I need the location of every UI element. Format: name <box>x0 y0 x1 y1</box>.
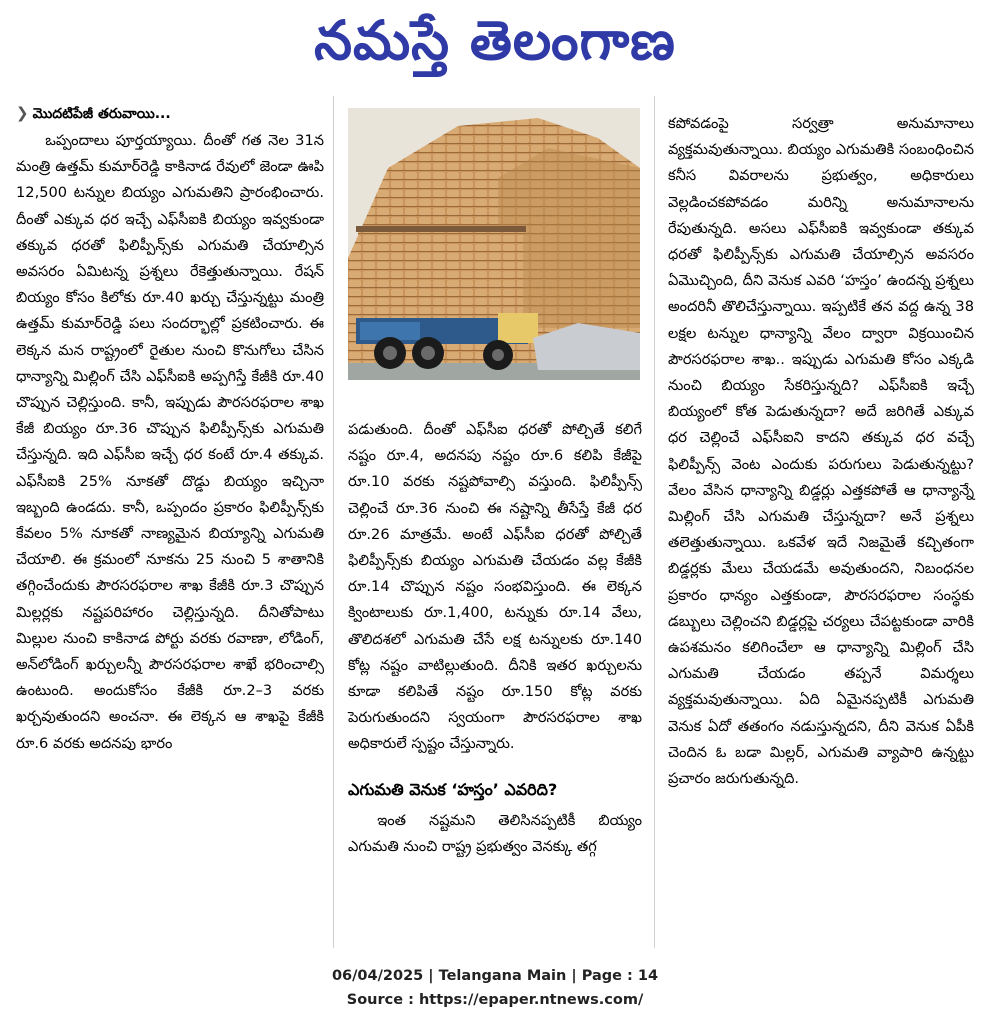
paragraph: ఇంత నష్టమని తెలిసినప్పటికీ బియ్యం ఎగుమతి నుంచి రాష్ట్ర ప్రభుత్వం వెనక్కు తగ్గ <box>348 811 642 855</box>
kicker-text: మొదటిపేజీ తరువాయి... <box>32 106 171 122</box>
column-divider <box>333 96 334 948</box>
masthead-title: నమస్తే తెలంగాణ <box>314 9 676 72</box>
kicker <box>16 98 324 128</box>
paragraph: ఒప్పందాలు పూర్తయ్యాయి. దీంతో గత నెల 31న మంత్రి ఉత్తమ్ కుమార్‌రెడ్డి కాకినాడ రేవులో జెండా ఊపి 12,500 టన్నుల బియ్యం ఎగుమతిని ప్రారంభించారు. దీంతో ఎక్కువ ధర ఇచ్చే ఎఫ్‌సీఐకి బియ్యం ఇవ్వకుండా తక్కువ ధరతో ఫిలిప్పీన్స్‌కు ఎగుమతి చేయాల్సిన అవసరం ఏమిటన్న ప్రశ్నలు రేకెత్తుతున్నాయి. రేషన్ బియ్యం కోసం కిలోకు రూ.40 ఖర్చు చేస్తున్నట్టు మంత్రి ఉత్తమ్ కుమార్‌రెడ్డి పలు సందర్భాల్లో ప్రకటించారు. ఈ లెక్కన మన రాష్ట్రంలో రైతుల నుంచి కొనుగోలు చేసిన ధాన్యాన్ని మిల్లింగ్ చేసి ఎఫ్‌సీఐకి అప్పగిస్తే కేజీకి రూ.40 చొప్పున చెల్లిస్తుంది. కానీ, ఇప్పుడు పౌరసరఫరాల శాఖ కేజీ బియ్యం రూ.36 చొప్పున ఫిలిప్పీన్స్‌కు ఎగుమతి చేస్తున్నది. ఇది ఎఫ్‌సీఐ ఇచ్చే ధర కంటే రూ.4 తక్కువ. ఎఫ్‌సీఐకి 25% నూకతో దొడ్డు బియ్యం ఇచ్చినా ఇబ్బంది ఉండదు. కానీ, ఒప్పందం ప్రకారం ఫిలిప్పీన్స్‌కు కేవలం 5% నూకతో నాణ్యమైన బియ్యాన్ని ఎగుమతి చేయాలి. ఈ క్రమంలో నూకను 25 నుంచి 5 శాతానికి తగ్గించేందుకు పౌరసరఫరాల శాఖ కేజీకి రూ.3 చొప్పున మిల్లర్లకు నష్టపరిహారం చెల్లిస్తున్నది. దీనితోపాటు మిల్లుల నుంచి కాకినాడ పోర్టు వరకు రవాణా, లోడింగ్, అన్‌లోడింగ్ ఖర్చులన్నీ పౌరసరఫరాల శాఖే భరించాల్సి ఉంటుంది. అందుకోసం కేజీకి రూ.2–3 వరకు ఖర్చవుతుందని అంచనా. ఈ లెక్కన ఆ శాఖపై కేజీకి రూ.6 వరకు అదనపు భారం <box>16 132 324 752</box>
rice-sacks-truck-photo <box>348 108 640 380</box>
footer-source: Source : https://epaper.ntnews.com/ <box>346 992 644 1008</box>
paragraph: పడుతుంది. దీంతో ఎఫ్‌సీఐ ధరతో పోల్చితే కలిగే నష్టం రూ.4, అదనపు నష్టం రూ.6 కలిపి కేజీపై రూ.10 వరకు నష్టపోవాల్సి వస్తుంది. ఫిలిప్పీన్స్ చెల్లించే రూ.36 నుంచి ఈ నష్టాన్ని తీసేస్తే కేజీ ధర రూ.26 మాత్రమే. అంటే ఎఫ్‌సీఐ ధరతో పోల్చితే ఫిలిప్పీన్స్‌కు బియ్యం ఎగుమతి చేయడం వల్ల కేజీకి రూ.14 చొప్పున నష్టం సంభవిస్తుంది. ఈ లెక్కన క్వింటాలుకు రూ.1,400, టన్నుకు రూ.14 వేలు, తొలిదశలో ఎగుమతి చేసే లక్ష టన్నులకు రూ.140 కోట్ల నష్టం వాటిల్లుతుంది. దీనికి ఇతర ఖర్చులను కూడా కలిపితే నష్టం రూ.150 కోట్ల వరకు పెరుగుతుందని స్వయంగా పౌరసరఫరాల శాఖ అధికారులే స్పష్టం చేస్తున్నారు. <box>348 421 642 753</box>
paragraph: కపోవడంపై సర్వత్రా అనుమానాలు వ్యక్తమవుతున్నాయి. బియ్యం ఎగుమతికి సంబంధించిన కనీస వివరాలను ప్రభుత్వం, అధికారులు వెల్లడించకపోవడం మరిన్ని అనుమానాలను రేపుతున్నది. అసలు ఎఫ్‌సీఐకి ఇవ్వకుండా తక్కువ ధరతో ఫిలిప్పీన్స్‌కు ఎగుమతి చేయాల్సిన అవసరం ఏమొచ్చింది, దీని వెనుక ఎవరి ‘హస్తం’ ఉందన్న ప్రశ్నలు అందరినీ తొలిచేస్తున్నాయి. ఇప్పటికే తన వద్ద ఉన్న 38 లక్షల టన్నుల ధాన్యాన్ని వేలం ద్వారా విక్రయించిన పౌరసరఫరాల శాఖ.. ఇప్పుడు ఎగుమతి కోసం ఎక్కడి నుంచి బియ్యం సేకరిస్తున్నది? ఎఫ్‌సీఐకి ఇచ్చే బియ్యంలో కోత పెడుతున్నదా? అదే జరిగితే ఎక్కువ ధర చెల్లించే ఎఫ్‌సీఐని కాదని తక్కువ ధర వచ్చే ఫిలిప్పీన్స్ వెంట ఎందుకు పరుగులు పెడుతున్నట్టు? వేలం వేసిన ధాన్యాన్ని బిడ్డర్లు ఎత్తకపోతే ఆ ధాన్యాన్నే మిల్లింగ్ చేసి ఎగుమతి చేస్తున్నదా? అనే ప్రశ్నలు తలెత్తుతున్నాయి. ఒకవేళ ఇదే నిజమైతే కచ్చితంగా బిడ్డర్లకు మేలు చేయడమే అవుతుందని, నిబంధనల ప్రకారం ధాన్యం ఎత్తకుండా, పౌరసరఫరాల సంస్థకు డబ్బులు చెల్లించని బిడ్డర్లపై చర్యలు చేపట్టకుండా వారికి ఉపశమనం కలిగించేలా ఆ ధాన్యాన్ని మిల్లింగ్ చేసి ఎగుమతి చేయడం తప్పనే విమర్శలు వ్యక్తమవుతున్నాయి. ఏది ఏమైనప్పటికీ ఎగుమతి వెనుక ఏదో తతంగం నడుస్తున్నదని, దీని వెనుక ఏపీకి చెందిన ఓ బడా మిల్లర్, ఎగుమతి వ్యాపారి ఉన్నట్టు ప్రచారం జరుగుతున్నది. <box>668 115 974 788</box>
article-column-2 <box>348 417 642 860</box>
column-divider <box>654 96 655 948</box>
chevron-right-icon: ❯ <box>16 104 29 122</box>
section-subheading: ఎగుమతి వెనుక ‘హస్తం’ ఎవరిది? <box>348 779 558 799</box>
footer-edition-info: 06/04/2025 | Telangana Main | Page : 14 <box>331 968 659 984</box>
article-column-1 <box>16 98 324 757</box>
article-column-3 <box>668 111 974 792</box>
